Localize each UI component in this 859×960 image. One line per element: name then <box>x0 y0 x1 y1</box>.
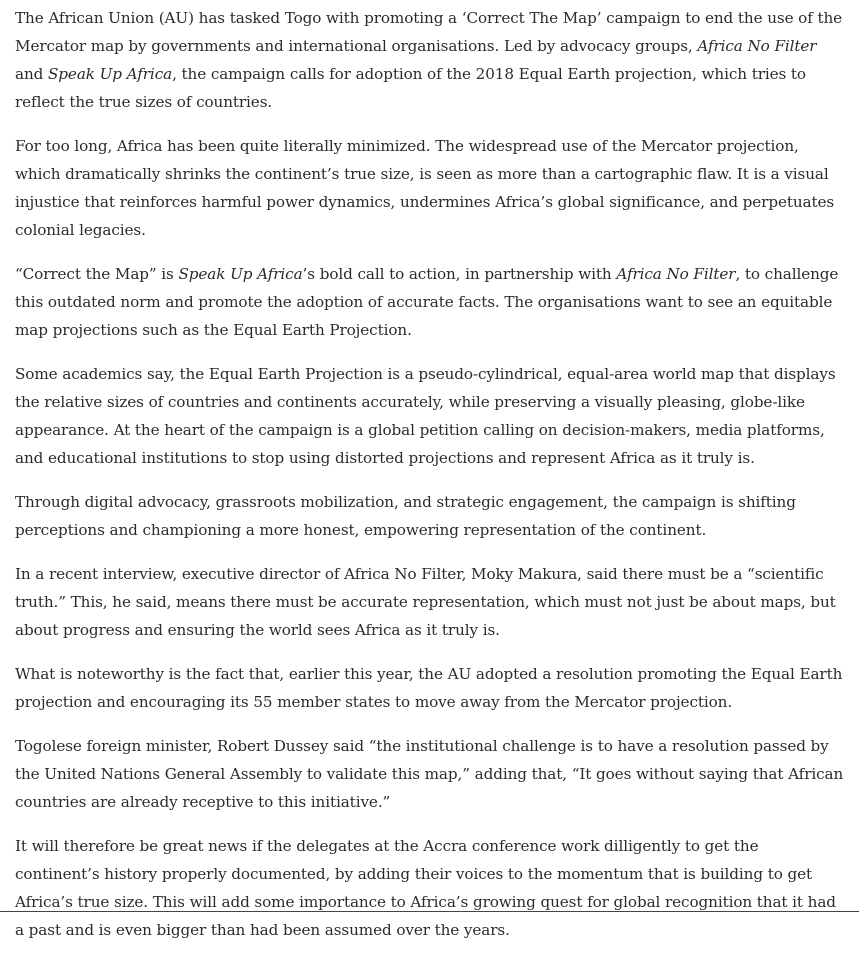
paragraph-7: What is noteworthy is the fact that, earlier this year, the AU adopted a resolution promoting the Equal Earth projection and encouraging its 55 member states to move away from the Mercator projection. <box>15 665 843 711</box>
paragraph-8: Togolese foreign minister, Robert Dussey said “the institutional challenge is to have a resolution passed by the United Nations General Assembly to validate this map,” adding that, “It goes without saying that African countries are already receptive to this initiative.” <box>15 737 844 811</box>
article-body <box>15 4 845 960</box>
p1-text-a: The African Union (AU) has tasked Togo with promoting a ‘Correct The Map’ campaign to end the use of the Mercator map by governments and international organisations. Led by advocacy groups, <box>15 9 843 55</box>
paragraph-3 <box>15 260 845 344</box>
p1-org-africa-no-filter: Africa No Filter <box>697 37 817 55</box>
p3-text-a: “Correct the Map” is <box>15 265 179 283</box>
p3-org-africa-no-filter: Africa No Filter <box>616 265 736 283</box>
p1-text-c: and <box>15 65 48 83</box>
paragraph-4: Some academics say, the Equal Earth Projection is a pseudo-cylindrical, equal-area world map that displays the relative sizes of countries and continents accurately, while preserving a visually pleasing, globe-like appearance. At the heart of the campaign is a global petition calling on decision-makers, media platforms, and educational institutions to stop using distorted projections and represent Africa as it truly is. <box>15 365 836 467</box>
paragraph-1 <box>15 4 845 116</box>
paragraph-5: Through digital advocacy, grassroots mobilization, and strategic engagement, the campaign is shifting perceptions and championing a more honest, empowering representation of the continent. <box>15 493 796 539</box>
paragraph-2: For too long, Africa has been quite literally minimized. The widespread use of the Mercator projection, which dramatically shrinks the continent’s true size, is seen as more than a cartographic flaw. It is a visual injustice that reinforces harmful power dynamics, undermines Africa’s global significance, and perpetuates colonial legacies. <box>15 137 835 239</box>
paragraph-9: It will therefore be great news if the delegates at the Accra conference work dilligently to get the continent’s history properly documented, by adding their voices to the momentum that is building to get Africa’s true size. This will add some importance to Africa’s growing quest for global recognition that it had a past and is even bigger than had been assumed over the years. <box>15 837 836 939</box>
p1-org-speak-up-africa: Speak Up Africa <box>48 65 173 83</box>
p1-text-e: , the campaign calls for adoption of the 2018 Equal Earth projection, which tries to reflect the true sizes of countries. <box>15 65 806 111</box>
paragraph-6: In a recent interview, executive director of Africa No Filter, Moky Makura, said there must be a “scientific truth.” This, he said, means there must be accurate representation, which must not just be about maps, but about progress and ensuring the world sees Africa as it truly is. <box>15 565 836 639</box>
p3-text-e: , to challenge this outdated norm and promote the adoption of accurate facts. The organisations want to see an equitable map projections such as the Equal Earth Projection. <box>15 265 839 339</box>
p3-org-speak-up-africa: Speak Up Africa <box>178 265 303 283</box>
p3-text-c: ’s bold call to action, in partnership with <box>302 265 617 283</box>
